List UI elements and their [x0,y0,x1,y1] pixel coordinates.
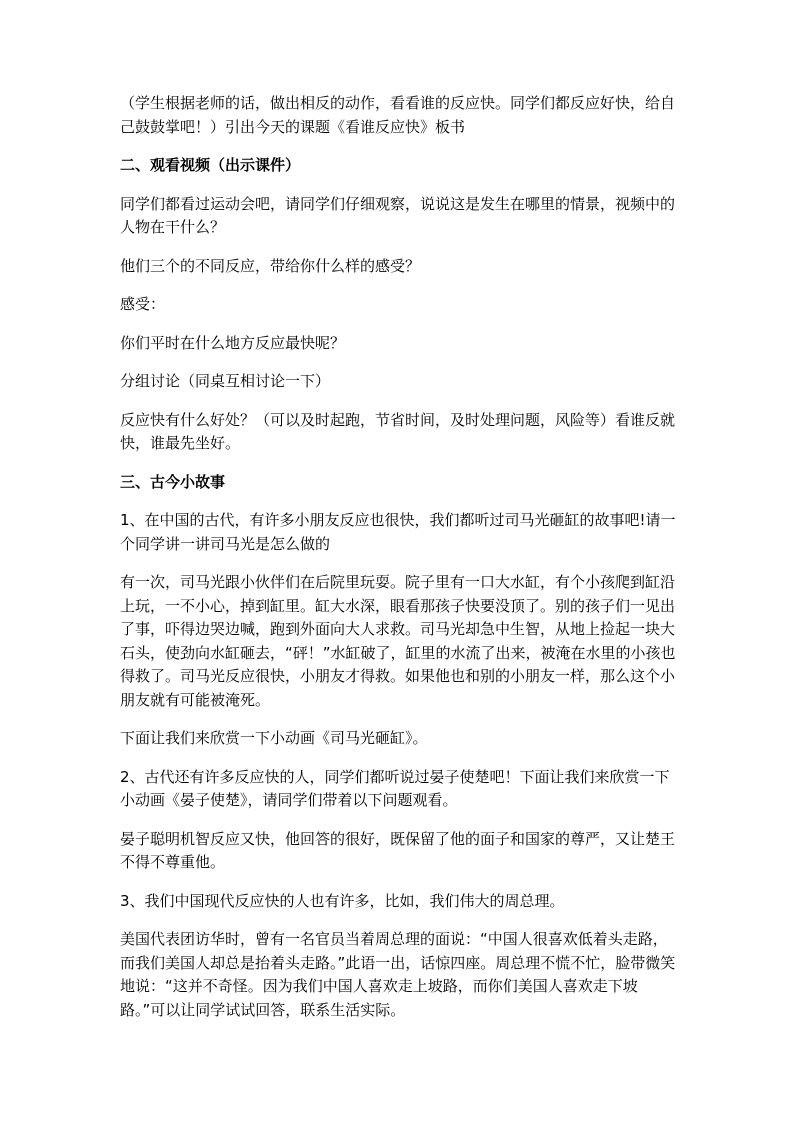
question-paragraph: 你们平时在什么地方反应最快呢？ [120,333,346,352]
story-paragraph: 美国代表团访华时，曾有一名官员当着周总理的面说：“中国人很喜欢低着头走路，而我们美国人却总是抬着头走路。”此语一出，话惊四座。周总理不慌不忙，脸带微笑地说：“这并不奇怪。因为我们中国人喜欢走上坡路，而你们美国人喜欢走下坡路。”可以让同学试试回答，联系生活实际。 [120,930,676,1019]
story-intro-paragraph: 2、古代还有许多反应快的人，同学们都听说过晏子使楚吧！下面让我们来欣赏一下小动画《晏子使楚》，请同学们带着以下问题观看。 [120,767,670,809]
section-heading-stories: 三、古今小故事 [120,472,226,491]
question-paragraph: 他们三个的不同反应，带给你什么样的感受？ [120,256,421,275]
story-paragraph: 晏子聪明机智反应又快，他回答的很好，既保留了他的面子和国家的尊严，又让楚王不得不尊重他。 [120,829,676,871]
section-heading-video: 二、观看视频（出示课件） [120,156,301,174]
feeling-paragraph: 感受： [120,295,166,313]
intro-paragraph: （学生根据老师的话，做出相反的动作，看看谁的反应快。同学们都反应好快，给自己鼓鼓掌吧！）引出今天的课题《看谁反应快》板书 [120,94,676,136]
benefit-paragraph: 反应快有什么好处？（可以及时起跑，节省时间，及时处理问题，风险等）看谁反就快，谁最先坐好。 [120,410,676,452]
story-intro-paragraph: 1、在中国的古代，有许多小朋友反应也很快，我们都听过司马光砸缸的故事吧!请一个同学讲一讲司马光是怎么做的 [120,511,676,553]
question-paragraph: 同学们都看过运动会吧，请同学们仔细观察，说说这是发生在哪里的情景，视频中的人物在干什么？ [120,194,676,236]
story-paragraph: 有一次，司马光跟小伙伴们在后院里玩耍。院子里有一口大水缸，有个小孩爬到缸沿上玩，一不小心，掉到缸里。缸大水深，眼看那孩子快要没顶了。别的孩子们一见出了事，吓得边哭边喊，跑到外面向大人求救。司马光却急中生智，从地上捡起一块大石头，使劲向水缸砸去，“砰！”水缸破了，缸里的水流了出来，被淹在水里的小孩也得救了。司马光反应很快，小朋友才得救。如果他也和别的小朋友一样，那么这个小朋友就有可能被淹死。 [120,573,676,709]
animation-paragraph: 下面让我们来欣赏一下小动画《司马光砸缸》。 [120,729,428,747]
discussion-paragraph: 分组讨论（同桌互相讨论一下） [120,372,331,390]
document-page [120,92,676,1037]
story-intro-paragraph: 3、我们中国现代反应快的人也有许多，比如，我们伟大的周总理。 [120,891,565,910]
